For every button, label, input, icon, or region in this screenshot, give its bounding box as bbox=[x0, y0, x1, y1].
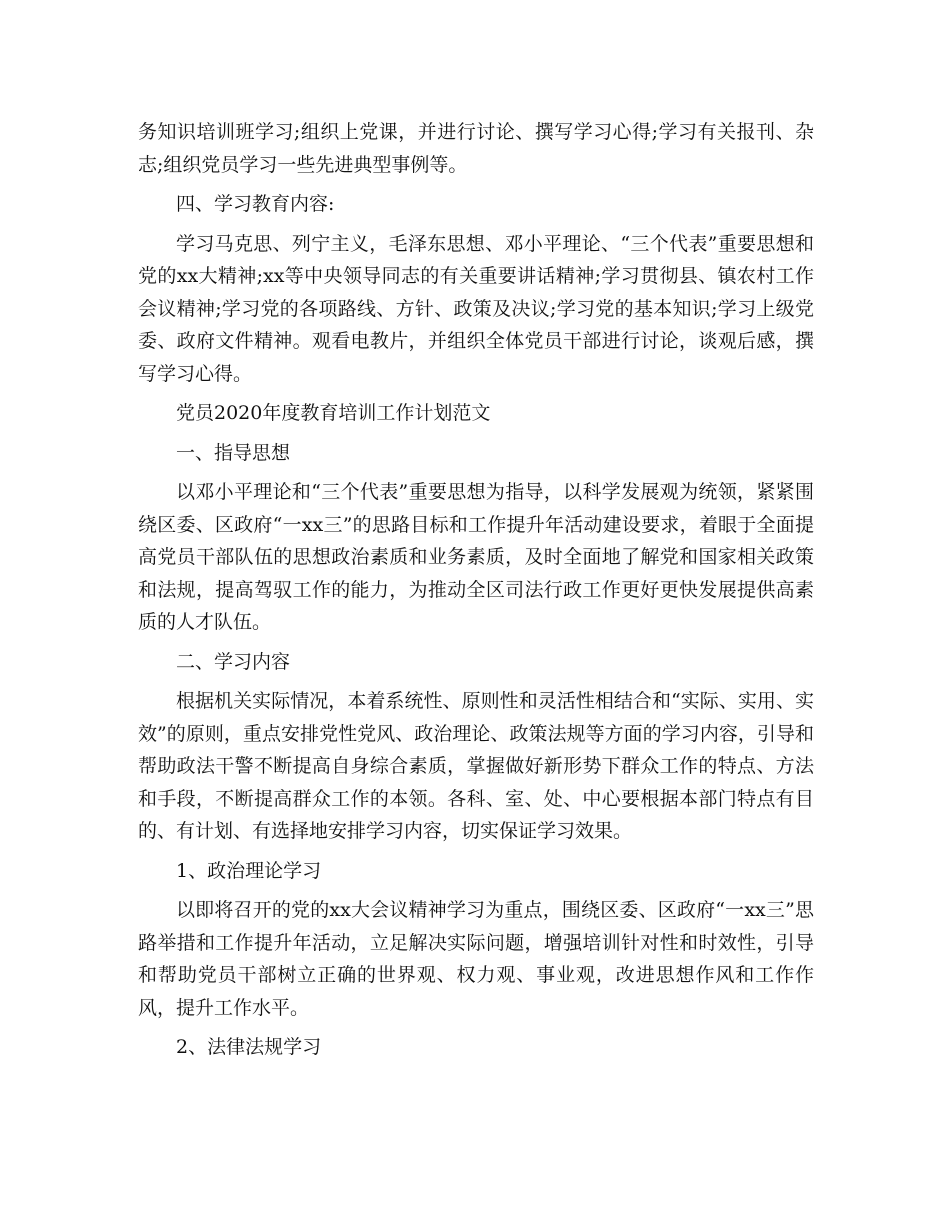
section-heading-learning-content: 四、学习教育内容: bbox=[176, 193, 335, 215]
subheading-laws-regulations: 2、法律法规学习 bbox=[176, 1036, 322, 1058]
paragraph-learning-content: 学习马克思、列宁主义，毛泽东思想、邓小平理论、“三个代表”重要思想和党的xx大精神;xx等中央领导同志的有关重要讲话精神;学习贯彻县、镇农村工作会议精神;学习党的各项路线、方针、政策及决议;学习党的基本知识;学习上级党委、政府文件精神。观看电教片，并组织全体党员干部进行讨论，谈观后感，撰写学习心得。 bbox=[138, 232, 814, 385]
section-heading-guiding-ideology: 一、指导思想 bbox=[176, 441, 291, 464]
document-title: 党员2020年度教育培训工作计划范文 bbox=[176, 402, 491, 424]
document-body bbox=[138, 116, 814, 1071]
subheading-political-theory: 1、政治理论学习 bbox=[176, 859, 322, 882]
paragraph-continuation: 务知识培训班学习;组织上党课，并进行讨论、撰写学习心得;学习有关报刊、杂志;组织党员学习一些先进典型事例等。 bbox=[138, 121, 814, 176]
paragraph-political-theory: 以即将召开的党的xx大会议精神学习为重点，围绕区委、区政府“一xx三”思路举措和工作提升年活动，立足解决实际问题，增强培训针对性和时效性，引导和帮助党员干部树立正确的世界观、权力观、事业观，改进思想作风和工作作风，提升工作水平。 bbox=[138, 899, 814, 1019]
paragraph-guiding-ideology: 以邓小平理论和“三个代表”重要思想为指导，以科学发展观为统领，紧紧围绕区委、区政府“一xx三”的思路目标和工作提升年活动建设要求，着眼于全面提高党员干部队伍的思想政治素质和业务素质，及时全面地了解党和国家相关政策和法规，提高驾驭工作的能力，为推动全区司法行政工作更好更快发展提供高素质的人才队伍。 bbox=[138, 481, 814, 633]
section-heading-study-content: 二、学习内容 bbox=[176, 650, 291, 673]
paragraph-study-content: 根据机关实际情况，本着系统性、原则性和灵活性相结合和“实际、实用、实效”的原则，重点安排党性党风、政治理论、政策法规等方面的学习内容，引导和帮助政法干警不断提高自身综合素质，掌握做好新形势下群众工作的特点、方法和手段，不断提高群众工作的本领。各科、室、处、中心要根据本部门特点有目的、有计划、有选择地安排学习内容，切实保证学习效果。 bbox=[138, 690, 814, 842]
